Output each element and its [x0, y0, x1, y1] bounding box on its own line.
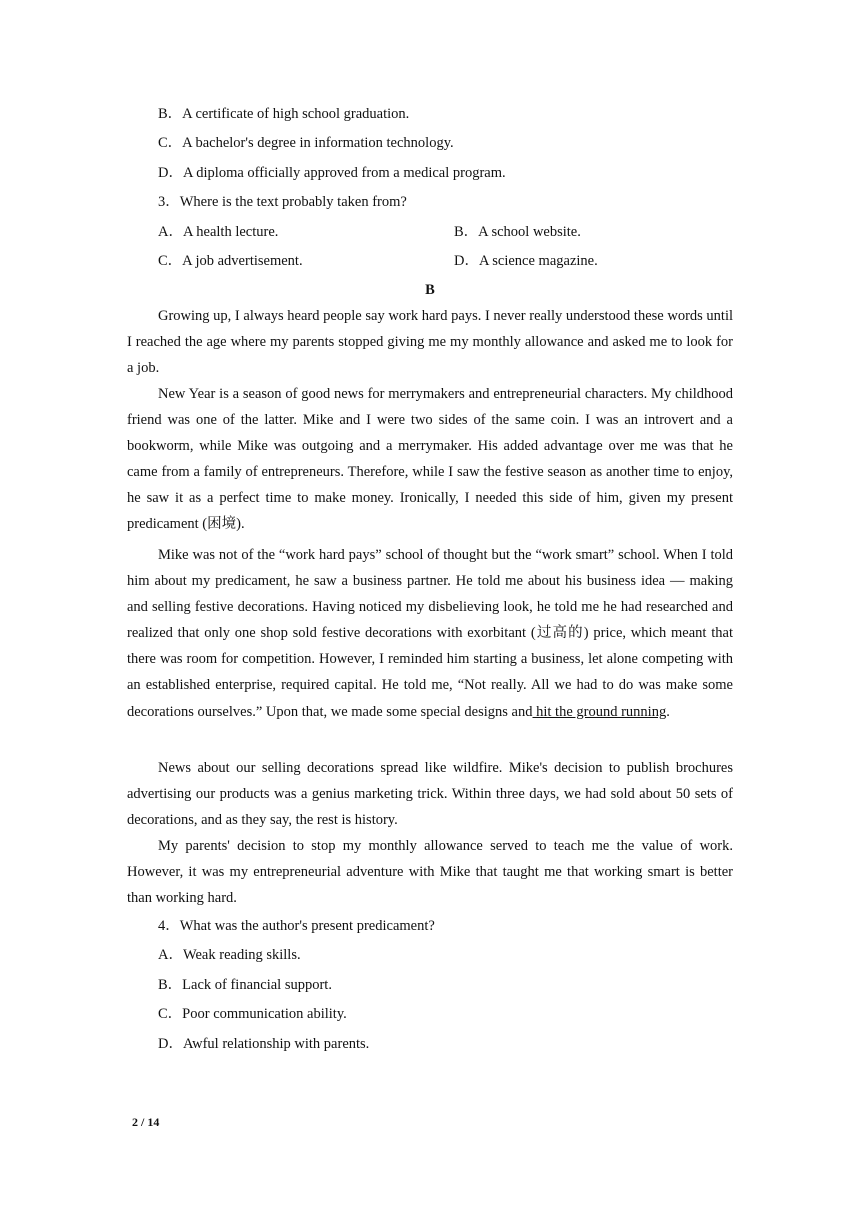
underlined-phrase: hit the ground running	[532, 703, 667, 720]
q4-option-c: C．Poor communication ability.	[158, 1006, 347, 1022]
q3-option-a: A．A health lecture.	[158, 224, 279, 240]
passage-paragraph-4: News about our selling decorations spread like wildfire. Mike's decision to publish brochures advertising our products was a genius marketing trick. Within three days, we had sold about 50 sets of decorations, and as they say, the rest is history.	[127, 760, 733, 829]
passage-paragraph-3-end: .	[666, 703, 670, 720]
q2-option-c: C．A bachelor's degree in information technology.	[158, 135, 454, 151]
passage-paragraph-1: Growing up, I always heard people say work hard pays. I never really understood these words until I reached the age where my parents stopped giving me my monthly allowance and asked me to look for a job.	[127, 308, 734, 377]
passage-paragraph-5: My parents' decision to stop my monthly allowance served to teach me the value of work. However, it was my entrepreneurial adventure with Mike that taught me that working smart is better than working hard.	[127, 838, 733, 907]
q2-option-b: B．A certificate of high school graduation.	[158, 106, 410, 122]
q4-option-d: D．Awful relationship with parents.	[158, 1036, 370, 1052]
q3-stem: 3．Where is the text probably taken from?	[158, 194, 407, 210]
passage-paragraph-3	[127, 542, 733, 725]
q4-stem: 4．What was the author's present predicament?	[158, 918, 435, 934]
section-b-title: B	[425, 282, 435, 298]
q4-option-b: B．Lack of financial support.	[158, 977, 332, 993]
q3-option-d: D．A science magazine.	[454, 253, 598, 269]
q3-option-c: C．A job advertisement.	[158, 253, 303, 269]
page-number: 2 / 14	[132, 1115, 160, 1129]
passage-paragraph-3-main: Mike was not of the “work hard pays” school of thought but the “work smart” school. When I told him about my predicament, he saw a business partner. He told me about his business idea — making and selling festive decorations. Having noticed my disbelieving look, he told me he had researched and realized that only one shop sold festive decorations with exorbitant (过高的) price, which meant that there was room for competition. However, I reminded him starting a business, let alone competing with an established enterprise, required capital. He told me, “Not really. All we had to do was make some decorations ourselves.” Upon that, we made some special designs and	[127, 547, 733, 720]
passage-paragraph-2: New Year is a season of good news for merrymakers and entrepreneurial characters. My childhood friend was one of the latter. Mike and I were two sides of the same coin. I was an introvert and a bookworm, while Mike was outgoing and a merrymaker. His added advantage over me was that he came from a family of entrepreneurs. Therefore, while I saw the festive season as another time to enjoy, he saw it as a perfect time to make money. Ironically, I needed this side of him, given my present predicament (困境).	[127, 386, 733, 533]
q2-option-d: D．A diploma officially approved from a medical program.	[158, 165, 506, 181]
q4-option-a: A．Weak reading skills.	[158, 947, 301, 963]
q3-option-b: B．A school website.	[454, 224, 581, 240]
